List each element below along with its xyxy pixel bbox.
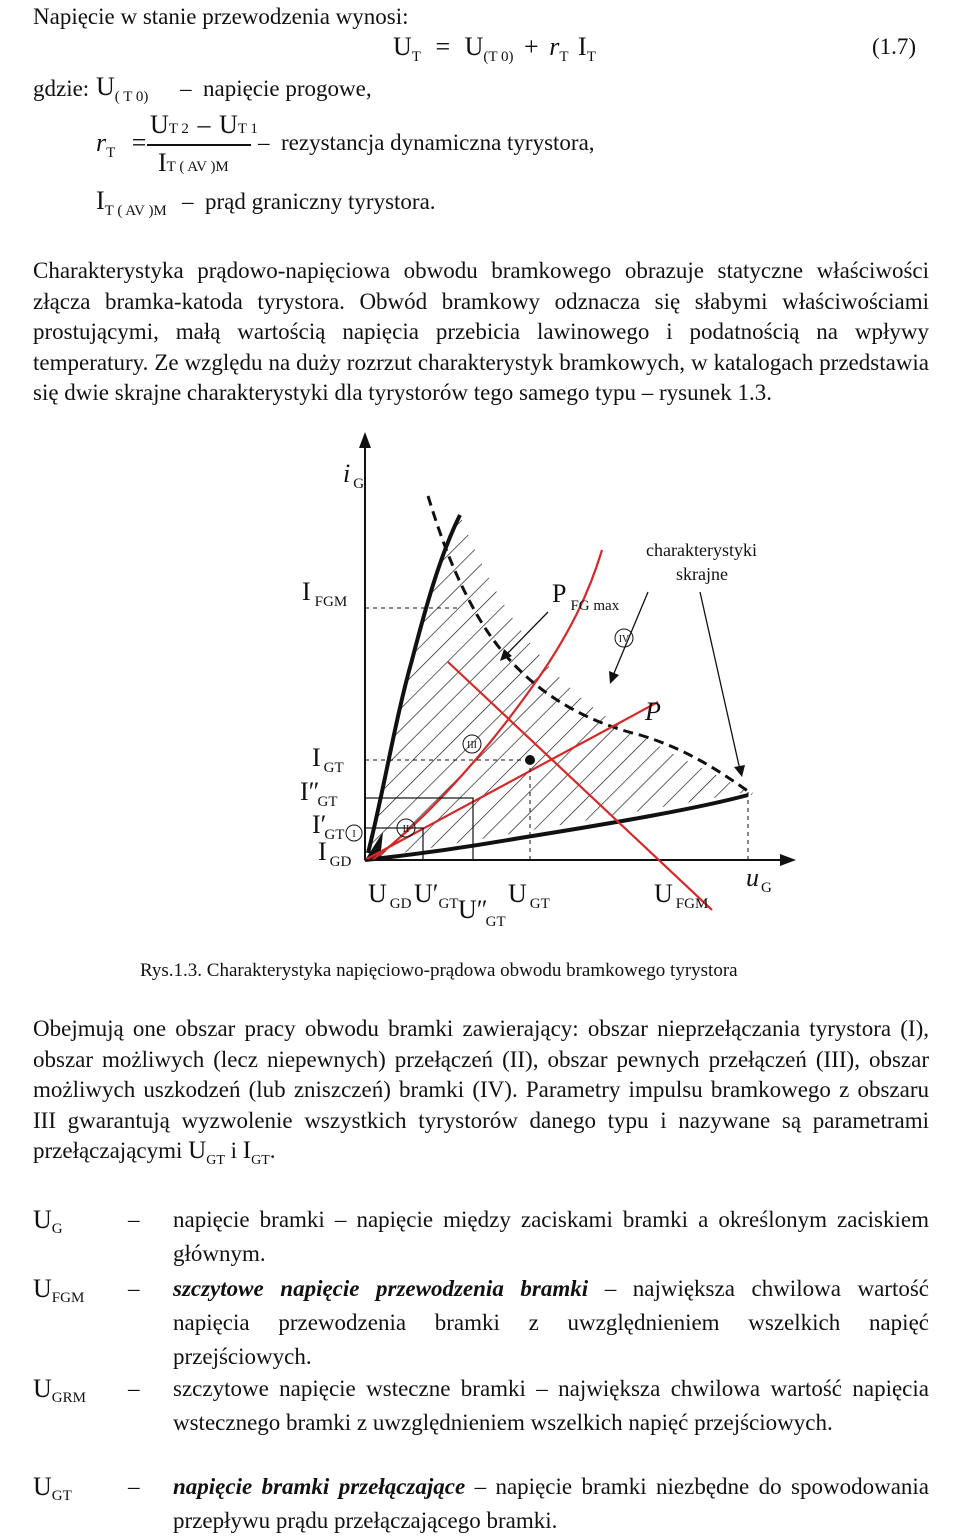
ufgm-label: U $_{FGM}$ xyxy=(654,879,709,912)
def-ufgm-sub: FGM xyxy=(51,1290,85,1306)
where-item-u0-desc xyxy=(180,76,372,102)
den-sub: T ( AV )M xyxy=(166,159,229,175)
where-itavm-sub: T ( AV )M xyxy=(104,203,167,219)
paragraph-end: . xyxy=(269,1138,276,1163)
def-ugrm-dash: – xyxy=(128,1376,140,1401)
gate-characteristic-figure xyxy=(0,430,960,990)
where-item-rt-desc xyxy=(258,130,595,156)
where-rt-denominator xyxy=(158,148,229,178)
char-label-line2: skrajne xyxy=(676,564,728,584)
ugt-inline xyxy=(188,1137,225,1168)
def-ugrm-text: szczytowe napięcie wsteczne bramki – największa chwilowa wartość napięcia wstecznego bramki z uwzględnieniem wszelkich napięć przejściowych. xyxy=(173,1376,929,1435)
igt-inline-i: I xyxy=(242,1137,252,1164)
where-u0-sym: U xyxy=(96,72,115,101)
eq-plus: + xyxy=(524,32,539,61)
where-rt-dash: – xyxy=(258,130,270,155)
char-pointer-2-head xyxy=(734,765,745,777)
num-sub2: T 1 xyxy=(237,121,258,137)
def-ugrm-sub: GRM xyxy=(51,1390,86,1406)
p-label: P xyxy=(645,697,661,726)
eq-lhs-sub: T xyxy=(411,49,421,65)
where-rt-text: rezystancja dynamiczna tyrystora, xyxy=(281,130,595,155)
def-ufgm-u: U xyxy=(33,1274,52,1303)
ugd-label: U $_{GD}$ xyxy=(368,879,412,912)
paragraph-regions xyxy=(33,1014,929,1171)
def-ugt-body xyxy=(173,1470,929,1538)
def-ugrm-body xyxy=(173,1372,929,1440)
def-ugrm-u: U xyxy=(33,1374,52,1403)
def-ugt-bold: napięcie bramki przełączające xyxy=(173,1474,466,1499)
def-ug-sub: G xyxy=(51,1221,63,1237)
def-ug-sym xyxy=(33,1203,63,1241)
def-ufgm-text: – największa chwilowa wartość napięcia przewodzenia bramki z uwzględnieniem wszelkich napięć przejściowych. xyxy=(173,1276,929,1369)
eq-u0: U xyxy=(464,32,484,61)
def-ugt-dash: – xyxy=(128,1474,140,1499)
pfgmax-label: P $_{FG max}$ xyxy=(552,579,620,614)
region-iii-label: III xyxy=(467,740,477,751)
paragraph-characteristics: Charakterystyka prądowo-napięciowa obwodu bramkowego obrazuje statyczne właściwości złącza bramka-katoda tyrystora. Obwód bramkowy odznacza się słabymi właściwościami prostującymi, małą wartością napięcia przebicia lawinowego i podatnością na wpływy temperatury. Ze względu na duży rozrzut charakterystyk bramkowych, w katalogach przedstawia się dwie skrajne charakterystyki dla tyrystorów tego samego typu – rysunek 1.3. xyxy=(33,258,929,405)
def-ugt-u: U xyxy=(33,1472,52,1501)
num-u2: U xyxy=(218,110,238,139)
ugt-prime-label: $U'_{GT}$ xyxy=(414,879,459,912)
and-word: i xyxy=(230,1138,238,1163)
char-pointer-2 xyxy=(700,592,740,770)
figure-caption: Rys.1.3. Charakterystyka napięciowo-prądowa obwodu bramkowego tyrystora xyxy=(140,960,738,981)
eq-lhs: U xyxy=(393,32,412,61)
equation-number: (1.7) xyxy=(872,34,917,59)
where-label: gdzie: xyxy=(33,76,90,101)
def-ugt-sub: GT xyxy=(51,1488,72,1504)
num-minus: – xyxy=(197,110,211,139)
y-axis-arrow xyxy=(359,432,371,448)
where-rt-sym: r xyxy=(96,128,107,157)
definition-ug xyxy=(33,1203,933,1273)
num-u: U xyxy=(150,110,169,139)
def-ufgm-dash: – xyxy=(128,1276,140,1301)
def-ufgm-sym xyxy=(33,1272,84,1310)
where-rt-sub: T xyxy=(106,145,116,161)
y-axis-label: i $_G$ xyxy=(343,459,365,492)
where-u0-sub: ( T 0) xyxy=(114,89,149,105)
char-label-line1: charakterystyki xyxy=(646,540,757,560)
eq-r: r xyxy=(549,32,560,61)
where-rt-numerator xyxy=(150,110,258,140)
ugt-inline-u: U xyxy=(188,1137,207,1164)
definition-ugt xyxy=(33,1470,933,1536)
ugt-double-prime-label: U″GT xyxy=(458,895,506,930)
where-item-itavm xyxy=(96,186,167,219)
igt-inline-sub: GT xyxy=(251,1153,270,1168)
igt-label: I $_{GT}$ xyxy=(312,743,344,776)
num-sub1: T 2 xyxy=(168,121,189,137)
fraction-bar xyxy=(147,144,251,146)
def-ugt-sym xyxy=(33,1470,72,1508)
igt-double-prime-label: I″GT xyxy=(300,777,338,810)
where-item-itavm-desc xyxy=(182,189,436,215)
eq-sign: = xyxy=(435,32,451,61)
def-ug-dash: – xyxy=(128,1207,140,1232)
ugt-label: U $_{GT}$ xyxy=(508,879,550,912)
igt-inline xyxy=(242,1137,270,1168)
def-ug-text: napięcie bramki – napięcie między zaciskami bramki a określonym zaciskiem głównym. xyxy=(173,1207,929,1266)
ifgm-label: I $_{FGM}$ xyxy=(302,577,348,610)
def-ugrm-sym xyxy=(33,1372,86,1410)
where-itavm-dash: – xyxy=(182,189,194,214)
where-itavm-text: prąd graniczny tyrystora. xyxy=(205,189,436,214)
den-i: I xyxy=(158,148,167,177)
equation-1-7 xyxy=(393,32,596,65)
region-ii-label: II xyxy=(402,824,410,835)
eq-r-sub: T xyxy=(559,49,569,65)
paragraph-regions-text: Obejmują one obszar pracy obwodu bramki zawierający: obszar nieprzełączania tyrystora (I), obszar możliwych (lecz niepewnych) przełączeń (II), obszar pewnych przełączeń (III), obszar możliwych uszkodzeń (lub zniszczeń) bramki (IV). Parametry impulsu bramkowego z obszaru III gwarantują wyzwolenie wszystkich tyrystorów danego typu i nazywane są parametrami przełączającymi xyxy=(33,1016,929,1163)
where-item-u0 xyxy=(96,72,149,105)
region-iv-label: IV xyxy=(618,634,630,645)
where-itavm-sym: I xyxy=(96,186,105,215)
def-ufgm-body xyxy=(173,1272,929,1374)
igt-prime-label: I′GT xyxy=(312,810,345,843)
region-i-label: I xyxy=(352,829,356,840)
def-ug-u: U xyxy=(33,1205,52,1234)
x-axis-arrow xyxy=(780,854,796,866)
where-rt-eq: = xyxy=(131,128,147,157)
where-u0-dash: – xyxy=(180,76,192,101)
eq-u0-sub: (T 0) xyxy=(483,49,514,65)
definition-ugrm xyxy=(33,1372,933,1472)
definition-ufgm xyxy=(33,1272,933,1372)
def-ug-body xyxy=(173,1203,929,1271)
def-ufgm-bold: szczytowe napięcie przewodzenia bramki xyxy=(173,1276,589,1301)
igd-label: I $_{GD}$ xyxy=(318,837,352,870)
where-u0-text: napięcie progowe, xyxy=(203,76,372,101)
eq-i-sub: T xyxy=(586,49,596,65)
x-axis-label: u $_G$ xyxy=(746,863,772,896)
where-item-rt xyxy=(96,128,147,161)
ugt-inline-sub: GT xyxy=(206,1153,225,1168)
eq-i: I xyxy=(578,32,587,61)
def-ugt-text: – napięcie bramki niezbędne do spowodowania przepływu prądu przełączającego bramki. xyxy=(173,1474,929,1533)
intro-line: Napięcie w stanie przewodzenia wynosi: xyxy=(33,4,409,29)
